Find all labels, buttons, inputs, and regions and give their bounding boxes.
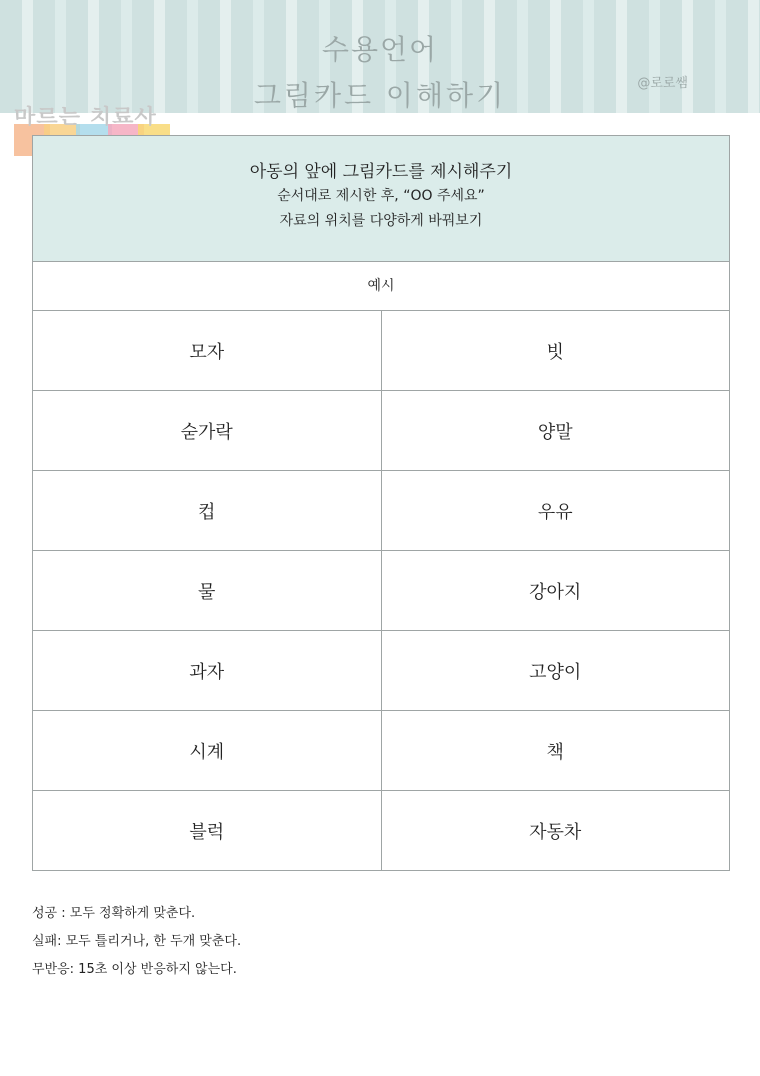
card-cell: 책 (546, 741, 564, 763)
instruction-line-1: 아동의 앞에 그림카드를 제시해주기 (249, 162, 513, 182)
card-grid (33, 311, 729, 870)
logo-text: 마르는 치료사 (14, 104, 157, 128)
card-cell: 숟가락 (33, 391, 382, 470)
worksheet-table (32, 135, 730, 871)
instructions-box (33, 136, 729, 262)
note-success: 성공 : 모두 정확하게 맞춘다. (32, 906, 196, 921)
author-handle: @로로쌤 (637, 76, 688, 91)
table-row (33, 791, 729, 870)
table-row (33, 551, 729, 631)
instruction-line-2: 순서대로 제시한 후, “OO 주세요” (277, 188, 485, 204)
card-cell: 고양이 (529, 661, 582, 683)
scoring-notes (32, 900, 241, 984)
note-failure: 실패: 모두 틀리거나, 한 두개 맞춘다. (32, 934, 242, 949)
card-cell: 시계 (33, 711, 382, 790)
page-title: 수용언어 (321, 33, 439, 66)
page-subtitle: 그림카드 이해하기 (253, 79, 507, 112)
card-cell: 자동차 (529, 821, 582, 843)
card-cell: 우유 (537, 501, 573, 523)
card-cell: 과자 (33, 631, 382, 710)
table-row (33, 631, 729, 711)
card-cell: 모자 (33, 311, 382, 390)
note-no-response: 무반응: 15초 이상 반응하지 않는다. (32, 962, 237, 977)
table-row (33, 471, 729, 551)
table-row (33, 311, 729, 391)
card-cell: 블럭 (33, 791, 382, 870)
card-cell: 강아지 (529, 581, 582, 603)
table-row (33, 711, 729, 791)
card-cell: 양말 (537, 421, 573, 443)
instruction-line-3: 자료의 위치를 다양하게 바꿔보기 (279, 213, 483, 229)
example-header: 예시 (33, 262, 729, 311)
card-cell: 물 (33, 551, 382, 630)
table-row (33, 391, 729, 471)
card-cell: 빗 (546, 341, 564, 363)
card-cell: 컵 (33, 471, 382, 550)
